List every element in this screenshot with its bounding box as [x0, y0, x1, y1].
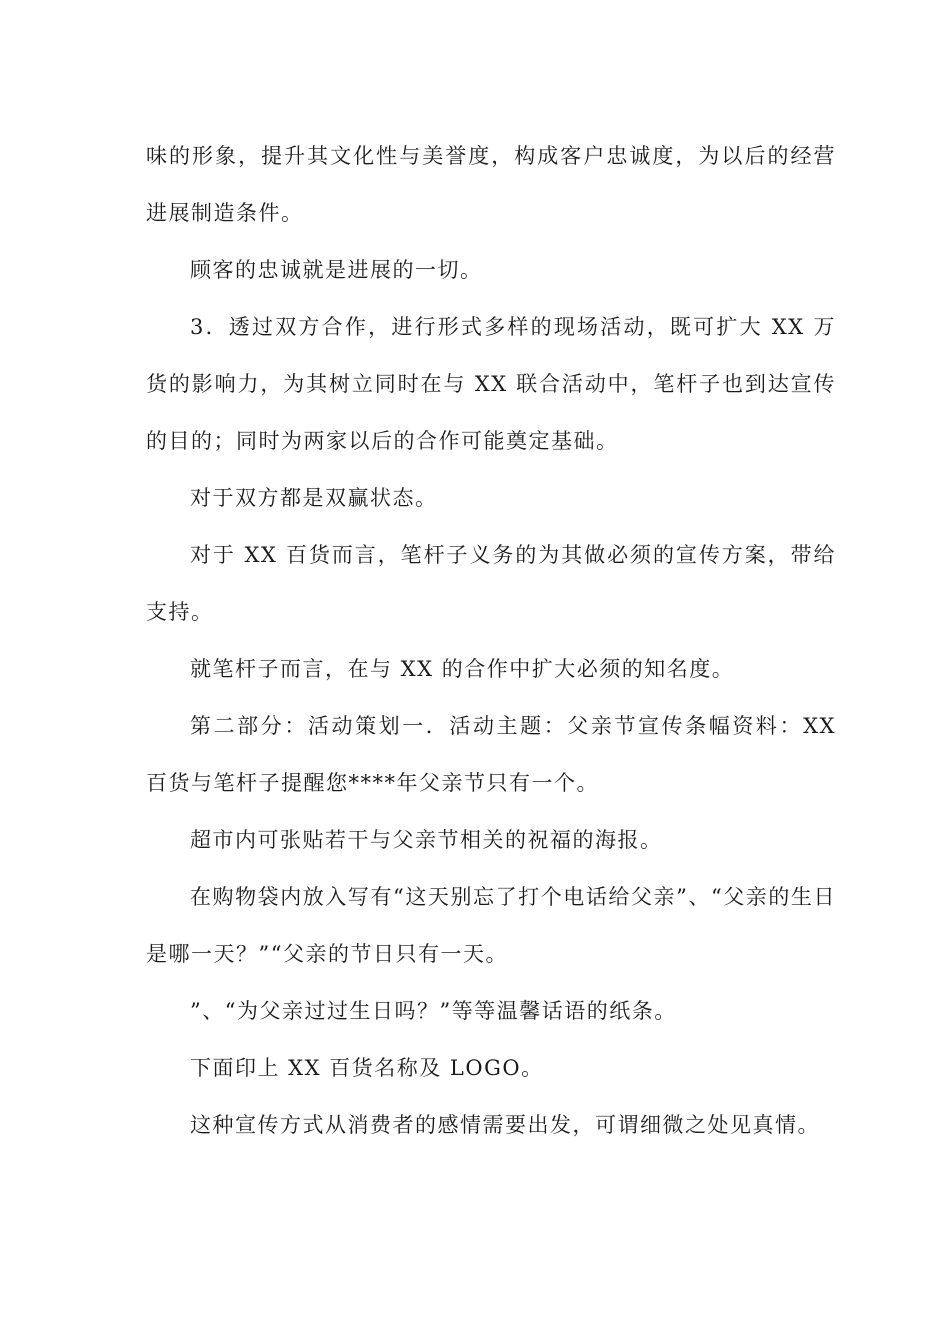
paragraph: 在购物袋内放入写有“这天别忘了打个电话给父亲”、“父亲的生日是哪一天？”“父亲的节日只有一天。	[146, 885, 836, 966]
paragraph: 3．透过双方合作，进行形式多样的现场活动，既可扩大 XX 万货的影响力，为其树立同时在与 XX 联合活动中，笔杆子也到达宣传的目的；同时为两家以后的合作可能奠定基础。	[146, 315, 836, 453]
paragraph: 顾客的忠诚就是进展的一切。	[190, 258, 483, 282]
paragraph: 味的形象，提升其文化性与美誉度，构成客户忠诚度，为以后的经营进展制造条件。	[146, 144, 836, 225]
paragraph: 对于双方都是双赢状态。	[190, 486, 438, 510]
paragraph: ”、“为父亲过过生日吗？”等等温馨话语的纸条。	[190, 999, 677, 1023]
paragraph: 就笔杆子而言，在与 XX 的合作中扩大必须的知名度。	[190, 657, 735, 681]
paragraph: 第二部分：活动策划一．活动主题：父亲节宣传条幅资料：XX 百货与笔杆子提醒您****年父亲节只有一个。	[146, 714, 836, 795]
document-body	[146, 128, 836, 1154]
paragraph: 下面印上 XX 百货名称及 LOGO。	[190, 1056, 544, 1080]
paragraph: 这种宣传方式从消费者的感情需要出发，可谓细微之处见真情。	[190, 1113, 820, 1137]
paragraph: 对于 XX 百货而言，笔杆子义务的为其做必须的宣传方案，带给支持。	[146, 543, 836, 624]
paragraph: 超市内可张贴若干与父亲节相关的祝福的海报。	[190, 828, 663, 852]
